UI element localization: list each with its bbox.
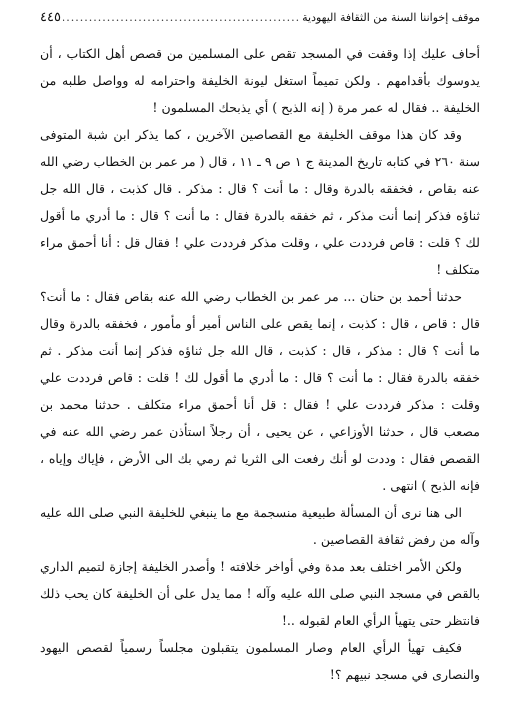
paragraph: ولكن الأمر اختلف بعد مدة وفي أواخر خلافته ! وأصدر الخليفة إجازة لتميم الداري بالقص في مسجد النبي صلى الله عليه وآله ! مما يدل على أن الخليفة كان يحب ذلك فانتظر حتى يتهيأ الرأي العام لقبوله ..! — [40, 559, 480, 628]
leader-dots — [63, 10, 300, 26]
body-text — [40, 40, 480, 688]
page-number: ٤٤٥ — [40, 10, 61, 25]
paragraph: فكيف تهيأ الرأي العام وصار المسلمون يتقبلون مجلساً رسمياً لقصص اليهود والنصارى في مسجد نبيهم ؟! — [40, 640, 480, 682]
running-header — [40, 10, 480, 28]
running-header-title: موقف إخواننا السنة من الثقافة اليهودية — [302, 11, 480, 24]
book-page — [40, 10, 480, 710]
paragraph: أحاف عليك إذا وقفت في المسجد تقص على المسلمين من قصص أهل الكتاب ، أن يدوسوك بأقدامهم . ولكن تميماً استغل ليونة الخليفة واحترامه له وواصل طلبه من الخليفة .. فقال له عمر مرة ( إنه الذبح ) أي يذبحك المسلمون ! — [40, 46, 480, 115]
paragraph: وقد كان هذا موقف الخليفة مع القصاصين الآخرين ، كما يذكر ابن شبة المتوفى سنة ٢٦٠ في كتابه تاريخ المدينة ج ١ ص ٩ ـ ١١ ، قال ( مر عمر بن الخطاب رضي الله عنه بقاص ، فخفقه بالدرة وقال : ما أنت ؟ قال : مذكر . قال كذبت ، قال الله جل ثناؤه فذكر إنما أنت مذكر ، ثم خفقه بالدرة فقال : ما أنت ؟ قال : ما أدري ما أقول لك ؟ قلت : قاص فرددت علي ، وقلت مذكر فرددت علي ! فقال قل : أنا أحمق مراء متكلف ! — [40, 127, 481, 277]
paragraph: الى هنا نرى أن المسألة طبيعية منسجمة مع ما ينبغي للخليفة النبي صلى الله عليه وآله من رفض ثقافة القصاصين . — [40, 505, 480, 547]
paragraph: حدثنا أحمد بن حنان ... مر عمر بن الخطاب رضي الله عنه بقاص فقال : ما أنت؟ قال : قاص ، قال : كذبت ، إنما يقص على الناس أمير أو مأمور ، فخفقه بالدرة وقال ما أنت ؟ قال : مذكر ، قال : كذبت ، قال الله جل ثناؤه فذكر إنما أنت مذكر . ثم خفقه بالدرة فقال : ما أنت ؟ قال : ما أدري ما أقول لك ! قلت : قاص فرددت علي وقلت : مذكر فرددت علي ! فقال : قل أنا أحمق مراء متكلف . حدثنا محمد بن مصعب قال ، حدثنا الأوزاعي ، عن يحيى ، أن رجلاً استأذن عمر رضي الله عنه في القصص فقال : وددت لو أنك رفعت الى الثريا ثم رمي بك الى الأرض ، فإياك وإياه ، فإنه الذبح ) انتهى . — [40, 289, 480, 493]
